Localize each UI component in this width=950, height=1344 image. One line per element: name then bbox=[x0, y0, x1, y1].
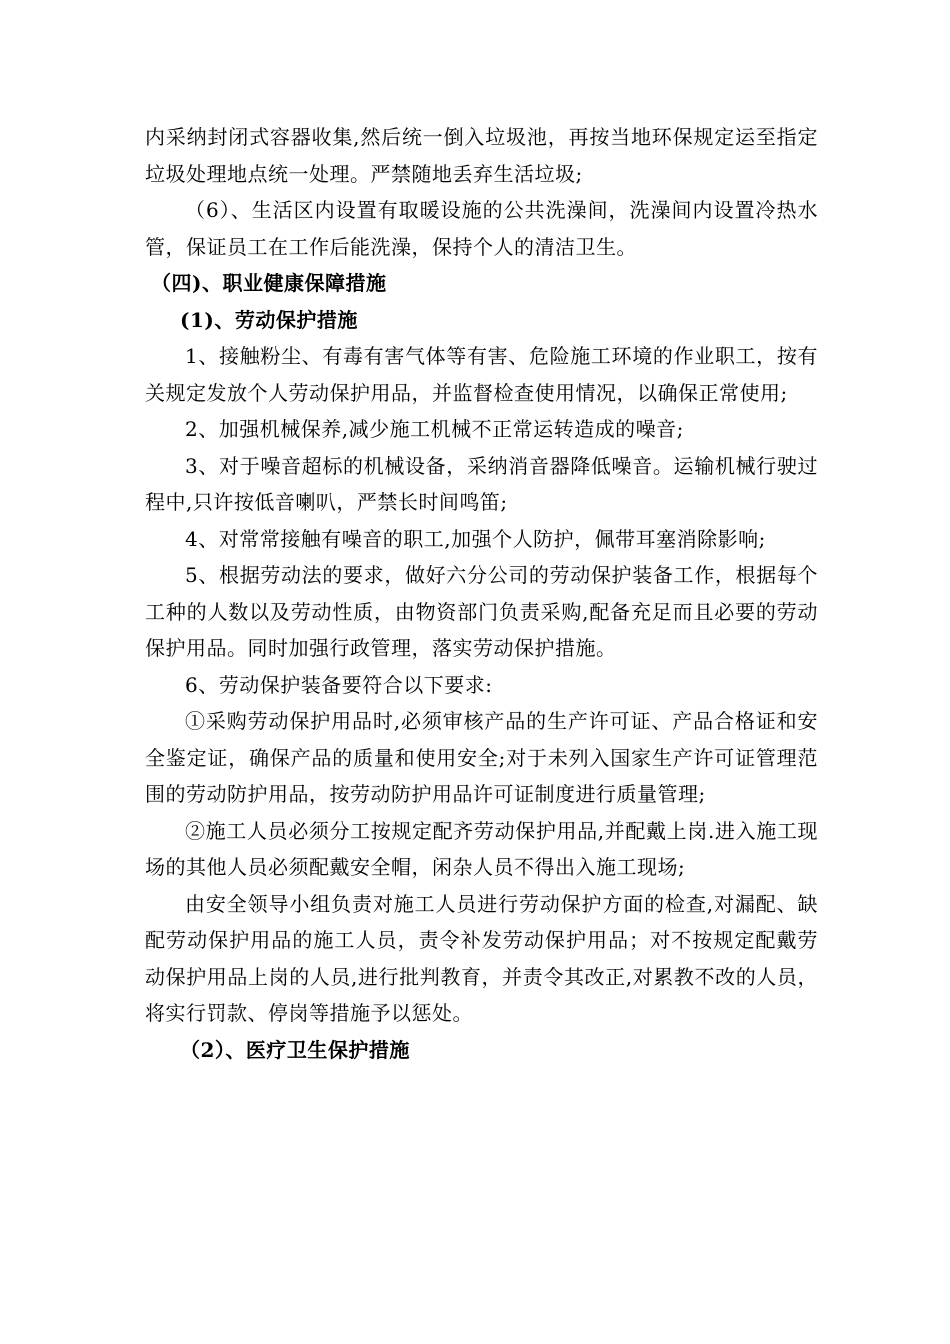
paragraph-item-1: 1、接触粉尘、有毒有害气体等有害、危险施工环境的作业职工，按有关规定发放个人劳动保护用品，并监督检查使用情况，以确保正常使用; bbox=[145, 344, 818, 405]
paragraph-subitem-2: ②施工人员必须分工按规定配齐劳动保护用品,并配戴上岗.进入施工现场的其他人员必须配戴安全帽，闲杂人员不得出入施工现场; bbox=[145, 818, 818, 879]
paragraph-item-4: 4、对常常接触有噪音的职工,加强个人防护，佩带耳塞消除影响; bbox=[185, 526, 766, 551]
paragraph-subitem-1: ①采购劳动保护用品时,必须审核产品的生产许可证、产品合格证和安全鉴定证，确保产品的质量和使用安全;对于未列入国家生产许可证管理范围的劳动防护用品，按劳动防护用品许可证制度进行质量管理; bbox=[145, 709, 818, 806]
paragraph-garbage-disposal: 内采纳封闭式容器收集,然后统一倒入垃圾池，再按当地环保规定运至指定垃圾处理地点统一处理。严禁随地丢弃生活垃圾; bbox=[145, 125, 818, 186]
paragraph-item-6: 6、劳动保护装备要符合以下要求: bbox=[185, 672, 493, 697]
subsection-heading-medical-hygiene: （2）、医疗卫生保护措施 bbox=[180, 1037, 410, 1062]
subsection-heading-labor-protection: (1)、劳动保护措施 bbox=[180, 307, 358, 332]
paragraph-item-5: 5、根据劳动法的要求，做好六分公司的劳动保护装备工作，根据每个工种的人数以及劳动性质，由物资部门负责采购,配备充足而且必要的劳动保护用品。同时加强行政管理，落实劳动保护措施。 bbox=[145, 563, 818, 660]
paragraph-inspection: 由安全领导小组负责对施工人员进行劳动保护方面的检查,对漏配、缺配劳动保护用品的施工人员，责令补发劳动保护用品；对不按规定配戴劳动保护用品上岗的人员,进行批判教育，并责令其改正,对累教不改的人员，将实行罚款、停岗等措施予以惩处。 bbox=[145, 891, 818, 1025]
section-heading-occupational-health: （四)、职业健康保障措施 bbox=[151, 271, 387, 295]
paragraph-item-3: 3、对于噪音超标的机械设备，采纳消音器降低噪音。运输机械行驶过程中,只许按低音喇叭，严禁长时间鸣笛; bbox=[145, 453, 818, 514]
paragraph-bathhouse: （6）、生活区内设置有取暖设施的公共洗澡间，洗澡间内设置冷热水管，保证员工在工作后能洗澡，保持个人的清洁卫生。 bbox=[145, 198, 818, 259]
paragraph-item-2: 2、加强机械保养,减少施工机械不正常运转造成的噪音; bbox=[185, 417, 684, 441]
